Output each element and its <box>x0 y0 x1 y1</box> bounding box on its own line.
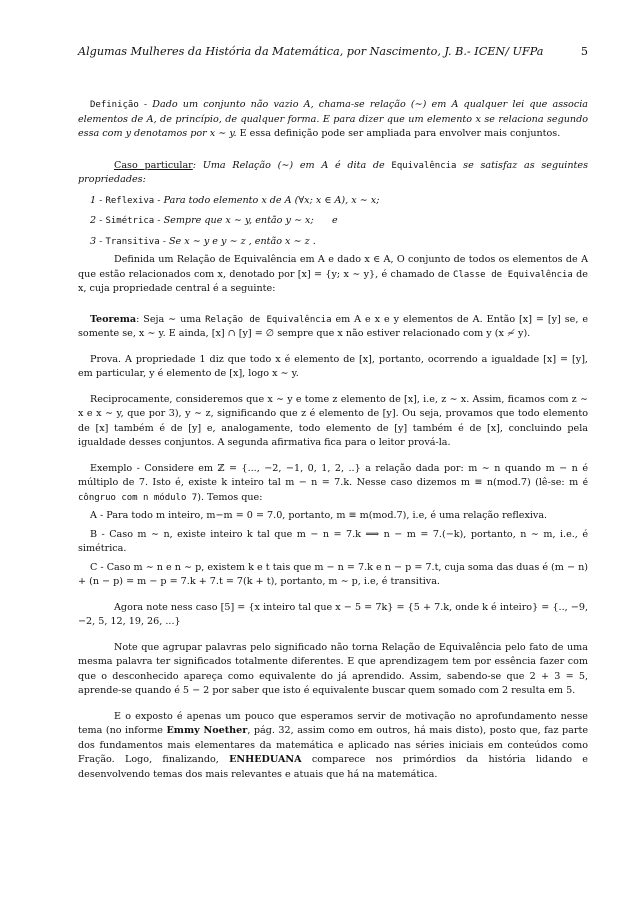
property-symmetric <box>90 214 588 229</box>
example-text-a: Exemplo - Considere em ℤ = {..., −2, −1, 0, 1, 2, ..} a relação dada por: m ∼ n quando m − n é múltiplo de 7. Isto é, existe k inteiro tal m − n = 7.k. Nesse caso dizemos m ≡ n(mod.7) (lê-se: m <box>78 462 588 488</box>
example-paragraph <box>78 462 588 506</box>
equivalence-class-paragraph <box>78 253 588 297</box>
definition-term: Definição <box>90 100 139 110</box>
closing-paragraph <box>78 710 588 783</box>
page-number: 5 <box>580 45 588 58</box>
property-reflexive <box>90 194 588 209</box>
theorem-text-b: em A e x e y elementos de A. Então [x] = [y] se, e somente se, x ∼ y. E ainda, [x] ∩ [y] = ∅ sempre que x não estiver relacionado com y (x ≁ y). <box>78 313 588 339</box>
property-name: Simétrica <box>105 216 155 226</box>
theorem-label: Teorema <box>90 313 137 325</box>
property-transitive <box>90 235 588 250</box>
enheduana-name: ENHEDUANA <box>229 754 302 765</box>
closing-text-b: , pág. 32, assim como em outros, há mais disto), posto que, faz parte dos fundamentos mais elementares da matemática e aplicado nas séries iniciais em conteúdos como Fração. Logo, finalizando, <box>78 725 588 765</box>
closing-text-a: E o exposto é apenas um pouco que esperamos servir de motivação no aprofundamento nesse tema (no informe <box>78 710 588 736</box>
particular-case-tail: se satisfaz as seguintes propriedades: <box>78 159 588 185</box>
particular-case-label: Caso particular <box>114 159 193 171</box>
property-number: 3 - <box>90 235 106 247</box>
equivalence-class-text: Definida um Relação de Equivalência em A e dado x ∈ A, O conjunto de todos os elementos de A que estão relacionados com x, denotado por [x] = {y; x ∼ y}, é chamado de <box>78 254 588 280</box>
example-text-b: ). Temos que: <box>197 491 263 503</box>
equivalence-class-term: Classe de Equivalência <box>453 269 573 280</box>
property-text: - Se x ∼ y e y ∼ z , então x ∼ z . <box>159 235 316 247</box>
emmy-noether-name: Emmy Noether <box>166 725 248 736</box>
properties-list <box>78 194 588 250</box>
definition-paragraph <box>78 98 588 142</box>
proof-paragraph: Prova. A propriedade 1 diz que todo x é elemento de [x], portanto, ocorrendo a igualdade [x] = [y], em particular, y é elemento de [x], logo x ∼ y. <box>78 353 588 379</box>
property-name: Reflexiva <box>105 195 155 206</box>
page <box>78 44 588 782</box>
theorem-term: Relação de Equivalência <box>205 314 332 325</box>
closing-text-c: comparece nos primórdios da história lidando e desenvolvendo temas dos mais relevantes e atuais que há na matemática. <box>78 754 588 780</box>
example-item-a: A - Para todo m inteiro, m−m = 0 = 7.0, portanto, m ≡ m(mod.7), i.e, é uma relação reflexiva. <box>90 510 548 521</box>
definition-text: - Dado um conjunto não vazio A, chama-se relação (∼) em A qualquer lei que associa elementos de A, de princípio, de qualquer forma. E para dizer que um elemento x se relaciona segundo essa com y denotamos por x ∼ y. <box>78 99 588 139</box>
example-item-c: C - Caso m ∼ n e n ∼ p, existem k e t tais que m − n = 7.k e n − p = 7.t, cuja soma das duas é (m − n) + (n − p) = m − p = 7.k + 7.t = 7(k + t), portanto, m ∼ p, i.e, é transitiva. <box>78 561 588 587</box>
example-item-b: B - Caso m ∼ n, existe inteiro k tal que m − n = 7.k ⟹ n − m = 7.(−k), portanto, n ∼ m, i.e., é simétrica. <box>78 528 588 554</box>
theorem-paragraph <box>78 313 588 342</box>
class-of-five-paragraph: Agora note ness caso [5] = {x inteiro tal que x − 5 = 7k} = {5 + 7.k, onde k é inteiro} = {.., −9, −2, 5, 12, 19, 26, ...} <box>78 601 588 627</box>
congruent-term: é côngruo com n módulo 7 <box>78 478 588 503</box>
header-title: Algumas Mulheres da História da Matemática, por Nascimento, J. B.- ICEN/ UFPa <box>78 45 544 58</box>
definition-tail: E essa definição pode ser ampliada para envolver mais conjuntos. <box>236 128 561 139</box>
property-number: 1 - <box>90 194 106 206</box>
property-name: Transitiva <box>105 236 160 247</box>
note-paragraph: Note que agrupar palavras pelo significado não torna Relação de Equivalência pelo fato de uma mesma palavra ter significados totalmente diferentes. E que aprendizagem tem por essência fazer com que o desconhecido apareça como equivalente do já aprendido. Assim, sabendo-se que 2 + 3 = 5, aprende-se quando é 5 − 2 por saber que isto é equivalente buscar quem somado com 2 resulta em 5. <box>78 641 588 696</box>
running-header <box>78 44 588 60</box>
equivalence-term: Equivalência <box>391 160 457 171</box>
equivalence-class-tail: de x, cuja propriedade central é a seguinte: <box>78 268 588 294</box>
converse-paragraph: Reciprocamente, consideremos que x ∼ y e tome z elemento de [x], i.e, z ∼ x. Assim, ficamos com z ∼ x e x ∼ y, que por 3), y ∼ z, significando que z é elemento de [y]. Ou seja, provamos que todo elemento de [x] também é de [y] e, analogamente, todo elemento de [y] também é de [x], concluindo pela igualdade desses conjuntos. A segunda afirmativa fica para o leitor prová-la. <box>78 393 588 448</box>
property-text: - Sempre que x ∼ y, então y ∼ x; e <box>154 215 338 226</box>
property-text: - Para todo elemento x de A (∀x; x ∈ A), x ∼ x; <box>154 194 380 206</box>
theorem-text-a: : Seja ∼ uma <box>136 313 206 325</box>
particular-case-text: : Uma Relação (∼) em A é dita de <box>192 159 392 171</box>
property-number: 2 - <box>90 215 106 226</box>
particular-case-paragraph <box>78 159 588 188</box>
